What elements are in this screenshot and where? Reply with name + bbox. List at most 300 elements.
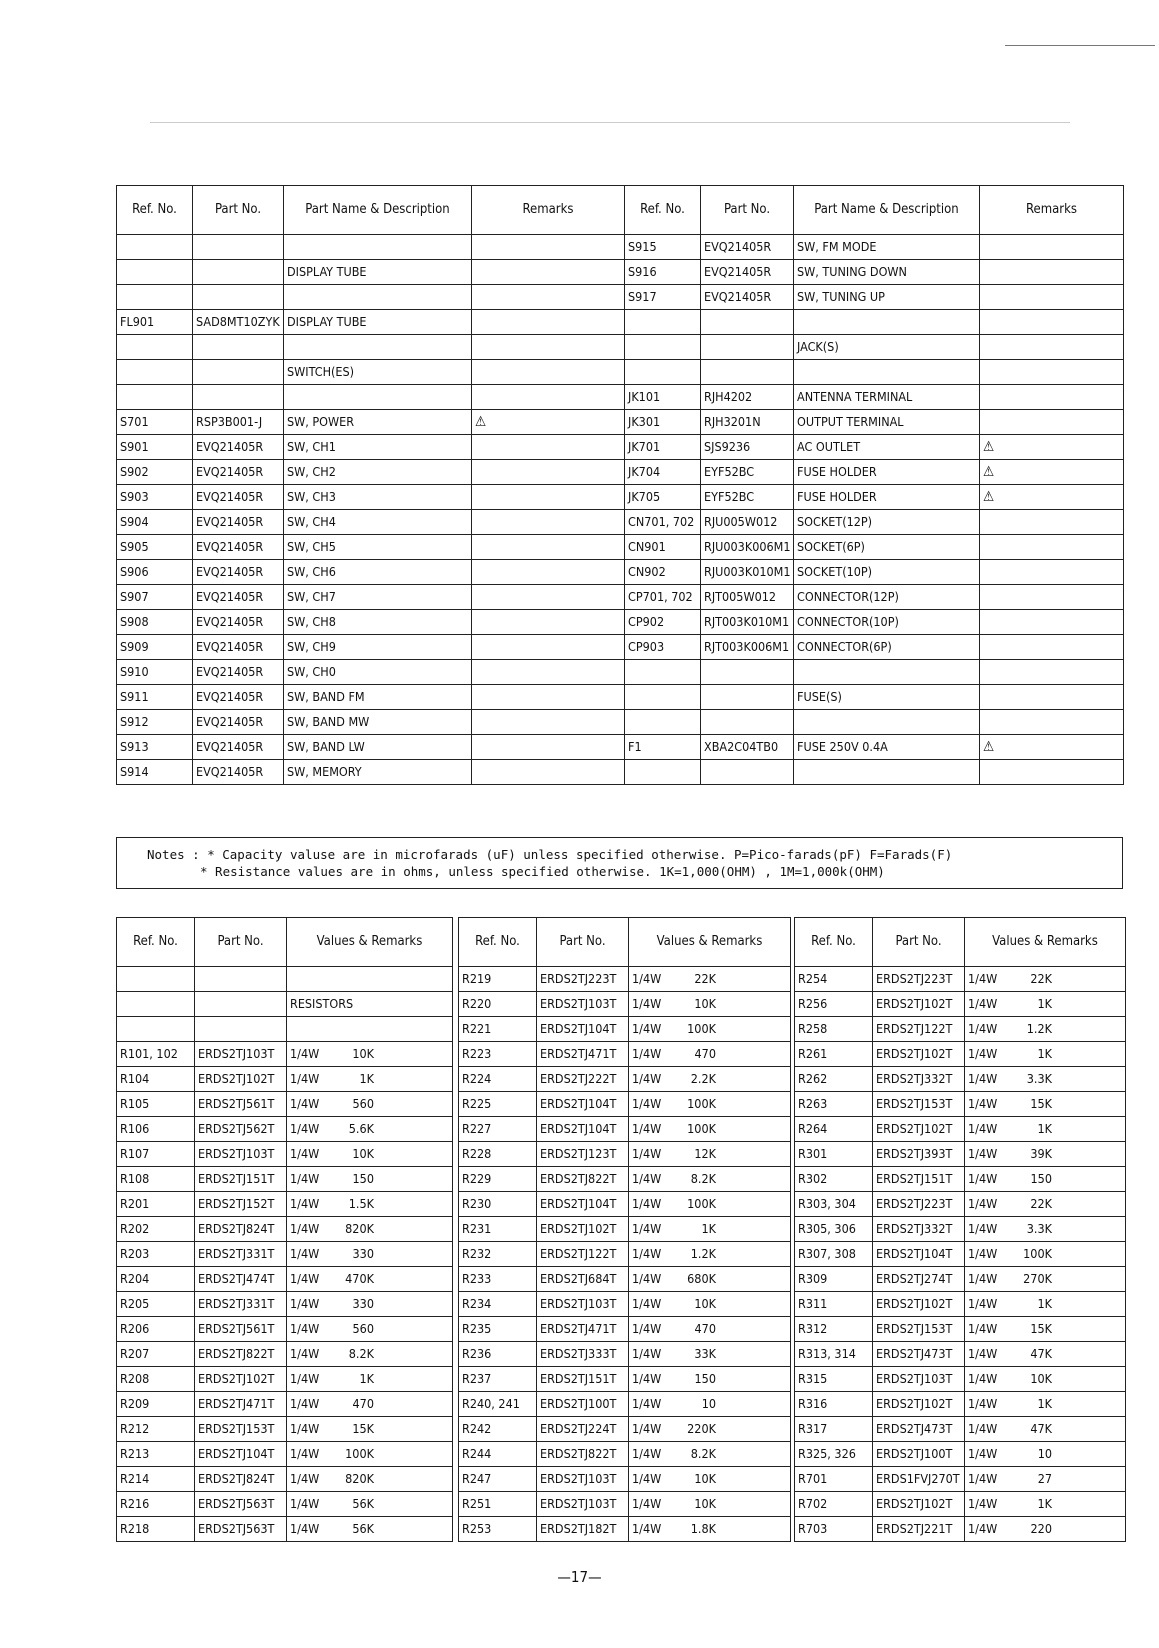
table-row xyxy=(117,235,625,260)
cell-ref-no: R105 xyxy=(117,1092,195,1117)
cell-ref-no xyxy=(117,235,193,260)
safety-warning-icon: ⚠ xyxy=(980,735,1124,760)
cell-part-no: ERDS2TJ152T xyxy=(195,1192,287,1217)
wattage: 1/4W xyxy=(968,1271,998,1286)
wattage: 1/4W xyxy=(968,1296,998,1311)
cell-values-remarks xyxy=(629,1392,791,1417)
resistance-value: 15K xyxy=(352,1421,374,1436)
resistance-value: 8.2K xyxy=(348,1346,374,1361)
cell-part-name: SW, CH3 xyxy=(284,485,472,510)
cell-part-no: EVQ21405R xyxy=(193,760,284,785)
cell-values-remarks xyxy=(287,992,453,1017)
resistor-table-col3 xyxy=(794,917,1126,1542)
cell-ref-no: R221 xyxy=(459,1017,537,1042)
cell-ref-no: R216 xyxy=(117,1492,195,1517)
cell-part-name: SW, BAND MW xyxy=(284,710,472,735)
table-row xyxy=(117,710,625,735)
cell-values-remarks xyxy=(629,1517,791,1542)
cell-part-name: JACK(S) xyxy=(794,335,980,360)
cell-ref-no xyxy=(117,335,193,360)
table-row xyxy=(625,735,1124,760)
cell-part-no: RJU003K010M1 xyxy=(701,560,794,585)
wattage: 1/4W xyxy=(968,1321,998,1336)
cell-part-no: ERDS2TJ684T xyxy=(537,1267,629,1292)
cell-part-no: EVQ21405R xyxy=(193,535,284,560)
cell-part-no: ERDS2TJ822T xyxy=(537,1442,629,1467)
cell-part-name: SW, TUNING UP xyxy=(794,285,980,310)
table-row xyxy=(625,235,1124,260)
cell-part-no: ERDS2TJ104T xyxy=(537,1117,629,1142)
wattage: 1/4W xyxy=(632,1071,662,1086)
cell-ref-no: R264 xyxy=(795,1117,873,1142)
table-row xyxy=(795,992,1126,1017)
resistance-value: 560 xyxy=(352,1321,374,1336)
cell-ref-no: R702 xyxy=(795,1492,873,1517)
cell-ref-no: S907 xyxy=(117,585,193,610)
cell-ref-no: S909 xyxy=(117,635,193,660)
cell-values-remarks xyxy=(287,1092,453,1117)
resistance-value: 470K xyxy=(345,1271,374,1286)
cell-values-remarks xyxy=(629,1492,791,1517)
cell-values-remarks xyxy=(287,1342,453,1367)
table-row xyxy=(459,1392,791,1417)
wattage: 1/4W xyxy=(632,1196,662,1211)
cell-ref-no: S914 xyxy=(117,760,193,785)
resistance-value: 39K xyxy=(1030,1146,1052,1161)
wattage: 1/4W xyxy=(632,1471,662,1486)
cell-ref-no: R229 xyxy=(459,1167,537,1192)
table-row xyxy=(625,585,1124,610)
cell-ref-no: R101, 102 xyxy=(117,1042,195,1067)
cell-ref-no: JK701 xyxy=(625,435,701,460)
cell-part-no: RJT003K010M1 xyxy=(701,610,794,635)
cell-part-no: ERDS2TJ102T xyxy=(873,1392,965,1417)
table-row xyxy=(625,660,1124,685)
cell-part-no: ERDS2TJ153T xyxy=(873,1092,965,1117)
cell-values-remarks xyxy=(965,1292,1126,1317)
cell-part-no: ERDS2TJ224T xyxy=(537,1417,629,1442)
cell-part-name: CONNECTOR(12P) xyxy=(794,585,980,610)
table-row xyxy=(117,1492,453,1517)
cell-ref-no xyxy=(625,660,701,685)
table-row xyxy=(117,992,453,1017)
table-header-row xyxy=(795,918,1126,967)
wattage: 1/4W xyxy=(290,1471,320,1486)
resistance-value: 1K xyxy=(359,1371,374,1386)
table-row xyxy=(625,410,1124,435)
cell-part-no: ERDS2TJ104T xyxy=(537,1017,629,1042)
cell-part-no: ERDS2TJ102T xyxy=(195,1367,287,1392)
table-row xyxy=(459,1017,791,1042)
cell-part-no: ERDS1FVJ270T xyxy=(873,1467,965,1492)
cell-part-no: ERDS2TJ221T xyxy=(873,1517,965,1542)
cell-values-remarks xyxy=(287,1167,453,1192)
table-row xyxy=(795,1392,1126,1417)
cell-values-remarks xyxy=(965,1192,1126,1217)
table-row xyxy=(625,710,1124,735)
resistance-value: 8.2K xyxy=(690,1171,716,1186)
table-row xyxy=(795,1492,1126,1517)
resistance-value: 22K xyxy=(694,971,716,986)
table-row xyxy=(117,1092,453,1117)
safety-warning-icon: ⚠ xyxy=(980,460,1124,485)
header-ref-no: Ref. No. xyxy=(117,918,195,967)
notes-line-resistance: * Resistance values are in ohms, unless specified otherwise. 1K=1,000(OHM) , 1M=1,000k(OHM) xyxy=(200,864,885,879)
cell-part-no: EVQ21405R xyxy=(193,710,284,735)
wattage: 1/4W xyxy=(632,1496,662,1511)
resistance-value: 47K xyxy=(1030,1346,1052,1361)
cell-part-name xyxy=(794,360,980,385)
cell-part-name xyxy=(284,285,472,310)
wattage: 1/4W xyxy=(968,1221,998,1236)
cell-part-name: AC OUTLET xyxy=(794,435,980,460)
cell-part-name xyxy=(284,335,472,360)
table-row xyxy=(117,1367,453,1392)
cell-values-remarks xyxy=(965,1142,1126,1167)
cell-values-remarks xyxy=(629,1367,791,1392)
table-row xyxy=(795,1017,1126,1042)
table-row xyxy=(117,1017,453,1042)
cell-ref-no: R311 xyxy=(795,1292,873,1317)
cell-values-remarks xyxy=(965,1217,1126,1242)
table-row xyxy=(795,1067,1126,1092)
resistance-value: 1.5K xyxy=(348,1196,374,1211)
wattage: 1/4W xyxy=(632,1246,662,1261)
wattage: 1/4W xyxy=(968,1196,998,1211)
cell-part-no: ERDS2TJ222T xyxy=(537,1067,629,1092)
cell-part-no xyxy=(701,710,794,735)
cell-remarks xyxy=(980,660,1124,685)
cell-ref-no: R204 xyxy=(117,1267,195,1292)
cell-remarks xyxy=(472,585,625,610)
cell-part-name: SOCKET(12P) xyxy=(794,510,980,535)
cell-values-remarks xyxy=(629,1267,791,1292)
resistance-value: 33K xyxy=(694,1346,716,1361)
scan-mark xyxy=(1005,45,1155,46)
cell-values-remarks xyxy=(629,1142,791,1167)
table-row xyxy=(117,435,625,460)
cell-part-no: EVQ21405R xyxy=(193,610,284,635)
cell-values-remarks xyxy=(287,1517,453,1542)
cell-ref-no xyxy=(117,967,195,992)
cell-part-no: EYF52BC xyxy=(701,485,794,510)
table-row xyxy=(795,1292,1126,1317)
cell-ref-no: R208 xyxy=(117,1367,195,1392)
cell-ref-no: R301 xyxy=(795,1142,873,1167)
cell-part-name: OUTPUT TERMINAL xyxy=(794,410,980,435)
resistance-value: 820K xyxy=(345,1221,374,1236)
cell-remarks xyxy=(980,585,1124,610)
resistance-value: 5.6K xyxy=(348,1121,374,1136)
cell-part-name: SW, CH9 xyxy=(284,635,472,660)
header-part-no: Part No. xyxy=(701,186,794,235)
header-part-no: Part No. xyxy=(193,186,284,235)
cell-part-name: SW, CH2 xyxy=(284,460,472,485)
cell-part-no: ERDS2TJ102T xyxy=(195,1067,287,1092)
table-row xyxy=(795,1167,1126,1192)
resistance-value: 56K xyxy=(352,1521,374,1536)
table-row xyxy=(117,685,625,710)
table-row xyxy=(459,1442,791,1467)
cell-remarks xyxy=(472,535,625,560)
cell-values-remarks xyxy=(287,1142,453,1167)
cell-part-name: SOCKET(6P) xyxy=(794,535,980,560)
cell-remarks xyxy=(980,385,1124,410)
wattage: 1/4W xyxy=(290,1121,320,1136)
cell-part-no xyxy=(701,335,794,360)
wattage: 1/4W xyxy=(632,1121,662,1136)
cell-values-remarks xyxy=(965,1092,1126,1117)
parts-table-right xyxy=(624,185,1124,785)
cell-values-remarks xyxy=(965,1342,1126,1367)
cell-remarks xyxy=(472,560,625,585)
cell-remarks xyxy=(980,535,1124,560)
cell-remarks xyxy=(472,510,625,535)
resistance-value: 150 xyxy=(352,1171,374,1186)
cell-part-no: ERDS2TJ123T xyxy=(537,1142,629,1167)
table-row xyxy=(625,385,1124,410)
header-values-remarks: Values & Remarks xyxy=(287,918,453,967)
wattage: 1/4W xyxy=(632,1371,662,1386)
cell-part-no xyxy=(195,967,287,992)
wattage: 1/4W xyxy=(290,1171,320,1186)
resistance-value: 22K xyxy=(1030,971,1052,986)
wattage: 1/4W xyxy=(968,1246,998,1261)
cell-part-name: FUSE HOLDER xyxy=(794,460,980,485)
safety-warning-icon: ⚠ xyxy=(980,485,1124,510)
cell-ref-no: JK704 xyxy=(625,460,701,485)
header-values-remarks: Values & Remarks xyxy=(965,918,1126,967)
cell-ref-no: CP701, 702 xyxy=(625,585,701,610)
table-row xyxy=(459,1367,791,1392)
cell-part-name: SW, CH1 xyxy=(284,435,472,460)
cell-part-no: EVQ21405R xyxy=(193,635,284,660)
page-number: —17— xyxy=(557,1568,602,1586)
wattage: 1/4W xyxy=(968,1096,998,1111)
cell-part-no: ERDS2TJ332T xyxy=(873,1067,965,1092)
table-row xyxy=(795,967,1126,992)
cell-part-no xyxy=(193,385,284,410)
resistance-value: 10K xyxy=(694,1296,716,1311)
cell-ref-no: R108 xyxy=(117,1167,195,1192)
cell-values-remarks xyxy=(965,1517,1126,1542)
cell-part-no: ERDS2TJ104T xyxy=(537,1192,629,1217)
wattage: 1/4W xyxy=(290,1071,320,1086)
resistance-value: 8.2K xyxy=(690,1446,716,1461)
cell-ref-no: S906 xyxy=(117,560,193,585)
cell-ref-no: R202 xyxy=(117,1217,195,1242)
cell-ref-no: R234 xyxy=(459,1292,537,1317)
cell-values-remarks xyxy=(965,1042,1126,1067)
cell-values-remarks xyxy=(629,1292,791,1317)
cell-ref-no xyxy=(117,360,193,385)
cell-remarks xyxy=(472,635,625,660)
cell-ref-no xyxy=(625,360,701,385)
cell-part-no: RJU003K006M1 xyxy=(701,535,794,560)
wattage: 1/4W xyxy=(290,1371,320,1386)
resistance-value: 1.2K xyxy=(1026,1021,1052,1036)
cell-ref-no: R256 xyxy=(795,992,873,1017)
table-row xyxy=(117,535,625,560)
table-row xyxy=(117,385,625,410)
wattage: 1/4W xyxy=(290,1396,320,1411)
table-row xyxy=(625,360,1124,385)
cell-part-name: DISPLAY TUBE xyxy=(284,310,472,335)
cell-part-no: EVQ21405R xyxy=(193,435,284,460)
cell-ref-no xyxy=(625,685,701,710)
table-row xyxy=(795,1042,1126,1067)
cell-part-name: SW, CH5 xyxy=(284,535,472,560)
cell-part-no xyxy=(701,360,794,385)
cell-part-no: ERDS2TJ151T xyxy=(873,1167,965,1192)
table-row xyxy=(459,1242,791,1267)
wattage: 1/4W xyxy=(632,1296,662,1311)
cell-ref-no: R214 xyxy=(117,1467,195,1492)
cell-ref-no: R213 xyxy=(117,1442,195,1467)
wattage: 1/4W xyxy=(632,1146,662,1161)
cell-ref-no: R231 xyxy=(459,1217,537,1242)
cell-ref-no: R263 xyxy=(795,1092,873,1117)
cell-part-no: EVQ21405R xyxy=(701,285,794,310)
table-row xyxy=(117,1267,453,1292)
table-row xyxy=(625,285,1124,310)
resistance-value: 820K xyxy=(345,1471,374,1486)
cell-ref-no: R244 xyxy=(459,1442,537,1467)
resistance-value: 470 xyxy=(694,1046,716,1061)
wattage: 1/4W xyxy=(968,1371,998,1386)
cell-ref-no: S910 xyxy=(117,660,193,685)
cell-ref-no xyxy=(117,992,195,1017)
cell-ref-no: R107 xyxy=(117,1142,195,1167)
table-row xyxy=(459,1042,791,1067)
cell-values-remarks xyxy=(629,1117,791,1142)
resistance-value: 100K xyxy=(345,1446,374,1461)
cell-ref-no: R325, 326 xyxy=(795,1442,873,1467)
cell-part-name: SW, BAND LW xyxy=(284,735,472,760)
cell-ref-no: R258 xyxy=(795,1017,873,1042)
cell-part-no: ERDS2TJ103T xyxy=(537,1292,629,1317)
resistance-value: 2.2K xyxy=(690,1071,716,1086)
table-row xyxy=(459,1492,791,1517)
table-row xyxy=(795,1242,1126,1267)
cell-part-no: ERDS2TJ153T xyxy=(195,1417,287,1442)
cell-part-no: ERDS2TJ471T xyxy=(537,1042,629,1067)
cell-ref-no: R303, 304 xyxy=(795,1192,873,1217)
cell-part-no xyxy=(701,760,794,785)
cell-remarks xyxy=(980,235,1124,260)
cell-values-remarks xyxy=(287,1442,453,1467)
table-row xyxy=(625,610,1124,635)
cell-part-no: ERDS2TJ122T xyxy=(537,1242,629,1267)
cell-part-no: EVQ21405R xyxy=(193,510,284,535)
cell-part-no: ERDS2TJ393T xyxy=(873,1142,965,1167)
cell-part-name: SW, CH8 xyxy=(284,610,472,635)
cell-values-remarks xyxy=(629,992,791,1017)
table-row xyxy=(117,1342,453,1367)
cell-part-no: EVQ21405R xyxy=(193,735,284,760)
cell-values-remarks xyxy=(287,1042,453,1067)
resistance-value: 100K xyxy=(687,1121,716,1136)
table-row xyxy=(625,310,1124,335)
cell-part-no: ERDS2TJ104T xyxy=(537,1092,629,1117)
cell-part-name: SOCKET(10P) xyxy=(794,560,980,585)
cell-ref-no: R254 xyxy=(795,967,873,992)
table-row xyxy=(795,1117,1126,1142)
cell-remarks xyxy=(472,685,625,710)
cell-part-no: ERDS2TJ151T xyxy=(195,1167,287,1192)
table-row xyxy=(117,1142,453,1167)
header-remarks: Remarks xyxy=(472,186,625,235)
cell-values-remarks xyxy=(629,1417,791,1442)
cell-values-remarks xyxy=(965,967,1126,992)
cell-ref-no: R228 xyxy=(459,1142,537,1167)
cell-ref-no: FL901 xyxy=(117,310,193,335)
wattage: 1/4W xyxy=(632,1321,662,1336)
table-row xyxy=(459,1292,791,1317)
cell-ref-no: S912 xyxy=(117,710,193,735)
cell-part-no: XBA2C04TB0 xyxy=(701,735,794,760)
cell-part-name xyxy=(794,310,980,335)
wattage: 1/4W xyxy=(968,1146,998,1161)
cell-ref-no: R302 xyxy=(795,1167,873,1192)
resistance-value: 27 xyxy=(1037,1471,1052,1486)
cell-remarks xyxy=(980,610,1124,635)
wattage: 1/4W xyxy=(632,996,662,1011)
table-row xyxy=(795,1342,1126,1367)
cell-ref-no: R703 xyxy=(795,1517,873,1542)
resistor-table-col1 xyxy=(116,917,453,1542)
cell-values-remarks xyxy=(965,1492,1126,1517)
header-part-name: Part Name & Description xyxy=(284,186,472,235)
resistance-value: 220K xyxy=(687,1421,716,1436)
cell-part-no: ERDS2TJ102T xyxy=(873,1042,965,1067)
cell-values-remarks xyxy=(287,1267,453,1292)
resistance-value: 10K xyxy=(694,996,716,1011)
cell-ref-no: R316 xyxy=(795,1392,873,1417)
cell-values-remarks xyxy=(287,1467,453,1492)
header-values-remarks: Values & Remarks xyxy=(629,918,791,967)
cell-part-no: ERDS2TJ103T xyxy=(195,1142,287,1167)
table-header-row xyxy=(117,918,453,967)
safety-warning-icon: ⚠ xyxy=(980,435,1124,460)
cell-part-name: SW, POWER xyxy=(284,410,472,435)
wattage: 1/4W xyxy=(968,1471,998,1486)
cell-values-remarks xyxy=(629,1442,791,1467)
cell-part-no: ERDS2TJ822T xyxy=(195,1342,287,1367)
cell-remarks xyxy=(472,260,625,285)
cell-part-no: ERDS2TJ100T xyxy=(537,1392,629,1417)
cell-ref-no: JK705 xyxy=(625,485,701,510)
cell-remarks xyxy=(472,285,625,310)
table-row xyxy=(625,335,1124,360)
cell-ref-no: R219 xyxy=(459,967,537,992)
cell-part-no: ERDS2TJ223T xyxy=(873,967,965,992)
cell-part-no xyxy=(193,260,284,285)
wattage: 1/4W xyxy=(290,1296,320,1311)
table-row xyxy=(117,1467,453,1492)
table-row xyxy=(625,535,1124,560)
cell-ref-no: CN701, 702 xyxy=(625,510,701,535)
table-row xyxy=(795,1142,1126,1167)
header-part-name: Part Name & Description xyxy=(794,186,980,235)
cell-values-remarks xyxy=(629,1092,791,1117)
cell-ref-no xyxy=(117,260,193,285)
cell-part-no: ERDS2TJ824T xyxy=(195,1217,287,1242)
wattage: 1/4W xyxy=(632,1421,662,1436)
cell-part-no: ERDS2TJ182T xyxy=(537,1517,629,1542)
cell-ref-no: R233 xyxy=(459,1267,537,1292)
cell-remarks xyxy=(472,660,625,685)
